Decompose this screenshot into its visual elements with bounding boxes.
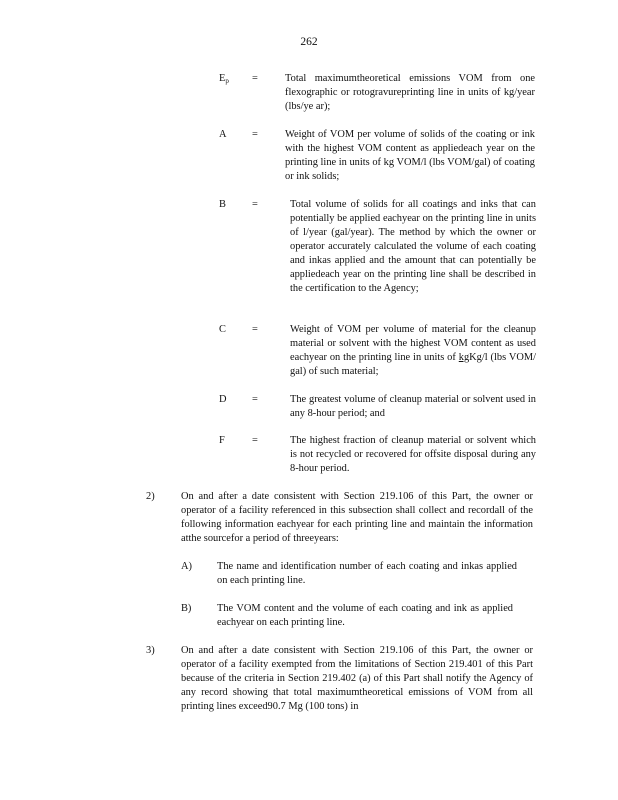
definition-symbol: B: [219, 199, 226, 210]
definition-symbol: C: [219, 324, 226, 335]
definition-symbol: D: [219, 394, 227, 405]
definition-symbol: F: [219, 435, 225, 446]
item-text: The name and identification number of each coating and inkas applied on each printing line.: [217, 561, 517, 586]
item-label: B): [181, 603, 192, 614]
equals-sign: =: [252, 435, 258, 446]
definition-text: Weight of VOM per volume of solids of the coating or ink with the highest VOM content as appliedeach year on the printing line in units of kg VOM/l (lbs VOM/gal) of coating or ink solids;: [285, 129, 535, 182]
paragraph-text: On and after a date consistent with Section 219.106 of this Part, the owner or operator of a facility exempted from the limitations of Section 219.401 of this Part because of the criteria in Section 219.402 (a) of this Part shall notify the Agency of any record showing that total maximumtheoretical emissions of VOM from all printing lines exceed90.7 Mg (100 tons) in: [181, 645, 533, 712]
equals-sign: =: [252, 199, 258, 210]
item-label: A): [181, 561, 192, 572]
definition-symbol: A: [219, 129, 227, 140]
struck-unit-text: kg: [458, 352, 470, 363]
paragraph-text: On and after a date consistent with Section 219.106 of this Part, the owner or operator of a facility referenced in this subsection shall collect and recordall of the following information eachyear for each printing line and maintain the information atthe sourcefor a period of threeyears:: [181, 491, 533, 544]
equals-sign: =: [252, 324, 258, 335]
definition-text: The highest fraction of cleanup material or solvent which is not recycled or recovered for offsite disposal during any 8-hour period.: [290, 435, 536, 474]
definition-symbol: $E_p$: [219, 73, 229, 85]
equals-sign: =: [252, 73, 258, 84]
equals-sign: =: [252, 394, 258, 405]
item-text: The VOM content and the volume of each coating and ink as applied eachyear on each printing line.: [217, 603, 513, 628]
definition-text: Total volume of solids for all coatings and inks that can potentially be applied eachyear on the printing line in units of l/year (gal/year). The method by which the owner or operator accurately calculated the volume of each coating and inkas applied and the amount that can potentially be appliedeach year on the printing line shall be described in the certification to the Agency;: [290, 199, 536, 294]
definition-text: The greatest volume of cleanup material or solvent used in any 8-hour period; and: [290, 394, 536, 419]
definition-text: Weight of VOM per volume of material for the cleanup material or solvent with the highest VOM content as used eachyear on the printing line in units of kgKg/l (lbs VOM/ gal) of such material;: [290, 324, 536, 377]
page-number: 262: [300, 36, 318, 48]
equals-sign: =: [252, 129, 258, 140]
paragraph-number: 3): [146, 645, 155, 656]
paragraph-number: 2): [146, 491, 155, 502]
definition-text: Total maximumtheoretical emissions VOM from one flexographic or rotogravureprinting line in units of kg/year (lbs/ye ar);: [285, 73, 535, 112]
